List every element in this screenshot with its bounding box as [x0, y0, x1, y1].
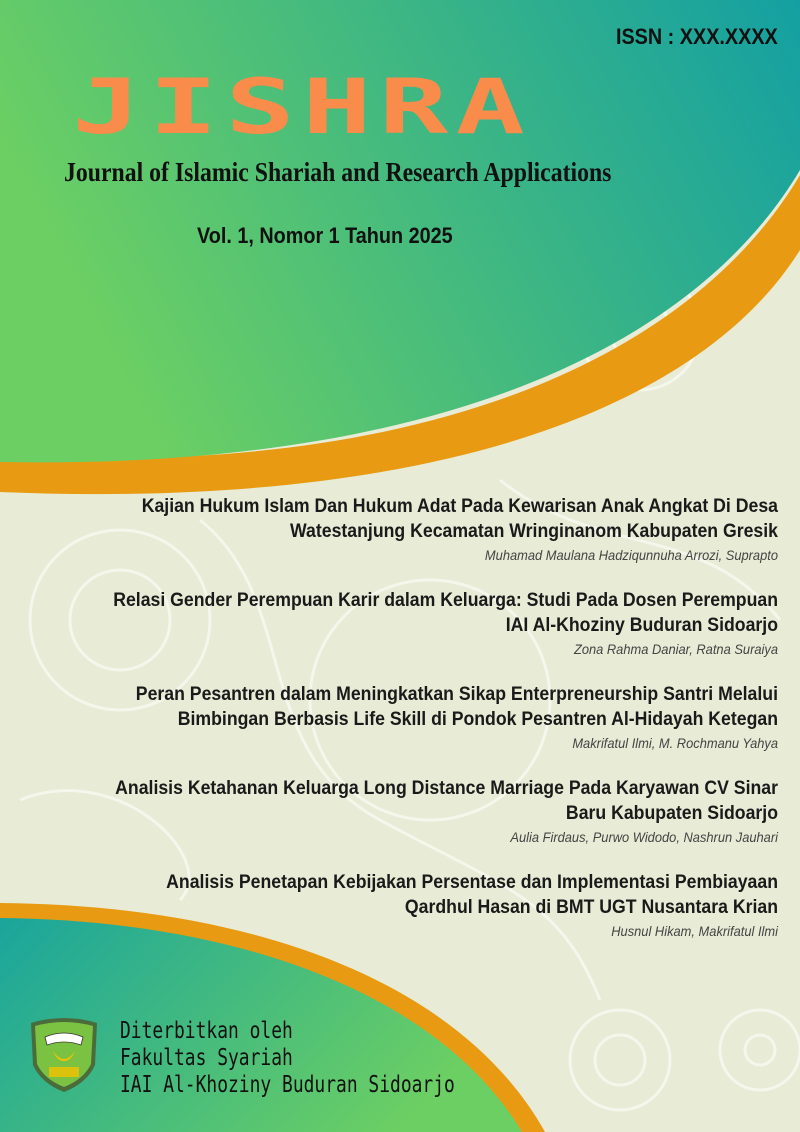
- journal-name: Journal of Islamic Shariah and Research Applications: [64, 157, 612, 187]
- publisher-line: Fakultas Syariah: [120, 1045, 293, 1071]
- article-authors: Aulia Firdaus, Purwo Widodo, Nashrun Jauhari: [510, 829, 778, 845]
- publisher-line: Diterbitkan oleh: [120, 1018, 293, 1044]
- institution-emblem-icon: [27, 1015, 101, 1093]
- article-list: [18, 494, 778, 964]
- article-title: Relasi Gender Perempuan Karir dalam Keluarga: Studi Pada Dosen Perempuan: [113, 590, 779, 611]
- article-authors: Zona Rahma Daniar, Ratna Suraiya: [573, 641, 778, 657]
- article-title: Analisis Ketahanan Keluarga Long Distance Marriage Pada Karyawan CV Sinar: [115, 778, 778, 799]
- article-title: IAI Al-Khoziny Buduran Sidoarjo: [505, 615, 778, 636]
- article-authors: Muhamad Maulana Hadziqunnuha Arrozi, Suprapto: [484, 547, 778, 563]
- article-item: [18, 776, 778, 848]
- article-item: [18, 682, 778, 754]
- volume-info: Vol. 1, Nomor 1 Tahun 2025: [197, 223, 453, 248]
- article-title: Bimbingan Berbasis Life Skill di Pondok Pesantren Al-Hidayah Ketegan: [177, 709, 778, 730]
- article-title: Analisis Penetapan Kebijakan Persentase dan Implementasi Pembiayaan: [166, 872, 778, 893]
- issn: ISSN : XXX.XXXX: [616, 24, 778, 49]
- article-title: Watestanjung Kecamatan Wringinanom Kabupaten Gresik: [290, 521, 778, 542]
- article-authors: Husnul Hikam, Makrifatul Ilmi: [611, 923, 778, 939]
- article-title: Qardhul Hasan di BMT UGT Nusantara Krian: [404, 897, 778, 918]
- article-authors: Makrifatul Ilmi, M. Rochmanu Yahya: [572, 735, 778, 751]
- journal-logo-text: JISHRA: [72, 63, 533, 152]
- publisher-line: IAI Al-Khoziny Buduran Sidoarjo: [120, 1072, 455, 1098]
- article-title: Baru Kabupaten Sidoarjo: [565, 803, 778, 824]
- article-item: [18, 588, 778, 660]
- article-item: [18, 870, 778, 942]
- publisher-info: [120, 1018, 455, 1099]
- article-title: Kajian Hukum Islam Dan Hukum Adat Pada Kewarisan Anak Angkat Di Desa: [141, 496, 778, 517]
- article-item: [18, 494, 778, 566]
- article-title: Peran Pesantren dalam Meningkatkan Sikap Enterpreneurship Santri Melalui: [135, 684, 779, 705]
